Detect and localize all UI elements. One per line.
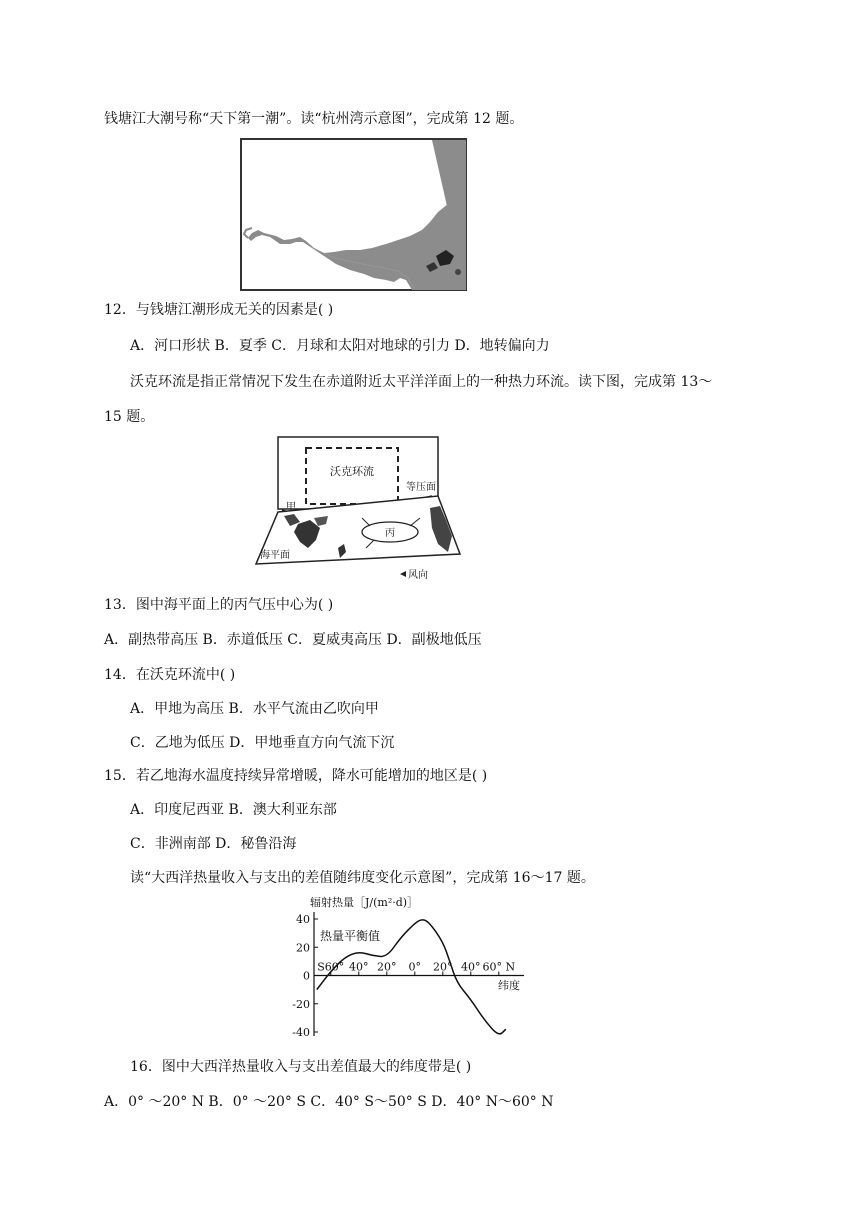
q15-options-cd: C．非洲南部 D．秘鲁沿海 <box>130 836 297 852</box>
q12-stem: 12．与钱塘江潮形成无关的因素是( ) <box>104 302 334 318</box>
q13-options: A．副热带高压 B．赤道低压 C．夏威夷高压 D．副极地低压 <box>104 632 482 648</box>
q15-stem: 15．若乙地海水温度持续异常增暖，降水可能增加的地区是( ) <box>104 768 488 784</box>
bing-label: 丙 <box>385 528 395 539</box>
q14-options-cd: C．乙地为低压 D．甲地垂直方向气流下沉 <box>130 735 395 751</box>
intro-qiantang: 钱塘江大潮号称“天下第一潮”。读“杭州湾示意图”，完成第 12 题。 <box>104 111 524 127</box>
chart-y-tick-label: 20 <box>296 941 310 955</box>
chart-x-tick-label: 20° <box>433 960 453 974</box>
chart-x-tick-label: S60° <box>317 960 345 974</box>
sea-level-label: 海平面 <box>260 550 290 561</box>
q15-options-ab: A．印度尼西亚 B．澳大利亚东部 <box>130 802 337 818</box>
wind-direction-label: 风向 <box>408 570 428 581</box>
chart-annotation: 热量平衡值 <box>320 929 381 943</box>
chart-y-tick-label: -20 <box>292 997 310 1011</box>
q16-stem: 16．图中大西洋热量收入与支出差值最大的纬度带是( ) <box>130 1059 472 1075</box>
chart-x-tick-label: 40° <box>461 960 481 974</box>
q16-options: A．0° ～20° N B．0° ～20° S C．40° S～50° S D．40° N～60° N <box>104 1094 554 1110</box>
isobar-label: 等压面 <box>406 482 436 493</box>
q12-options: A．河口形状 B．夏季 C．月球和太阳对地球的引力 D．地转偏向力 <box>130 338 550 354</box>
jia-label: 甲 <box>286 502 296 513</box>
walker-circulation-diagram <box>254 436 464 586</box>
intro-walker-2: 15 题。 <box>104 409 155 425</box>
chart-y-tick-label: 0 <box>303 969 310 983</box>
chart-x-tick-label: 20° <box>377 960 397 974</box>
intro-walker-1: 沃克环流是指正常情况下发生在赤道附近太平洋洋面上的一种热力环流。读下图，完成第 13～ <box>130 374 713 390</box>
q13-stem: 13．图中海平面上的丙气压中心为( ) <box>104 597 334 613</box>
chart-xlabel: 纬度 <box>498 979 520 992</box>
chart-ylabel: 辐射热量［J/(m²·d)］ <box>310 896 419 909</box>
chart-x-tick-label: 40° <box>349 960 369 974</box>
hangzhou-bay-map <box>240 138 468 296</box>
chart-x-tick-label: 60° N <box>482 960 516 974</box>
intro-atlantic: 读“大西洋热量收入与支出的差值随纬度变化示意图”，完成第 16～17 题。 <box>130 870 595 886</box>
atlantic-heat-chart <box>280 892 530 1048</box>
q14-stem: 14．在沃克环流中( ) <box>104 667 236 683</box>
walker-circ-label: 沃克环流 <box>330 465 374 478</box>
chart-y-tick-label: 40 <box>296 913 310 926</box>
chart-x-tick-label: 0° <box>408 960 422 974</box>
chart-y-tick-label: -40 <box>292 1026 310 1039</box>
q14-options-ab: A．甲地为高压 B．水平气流由乙吹向甲 <box>130 701 379 717</box>
